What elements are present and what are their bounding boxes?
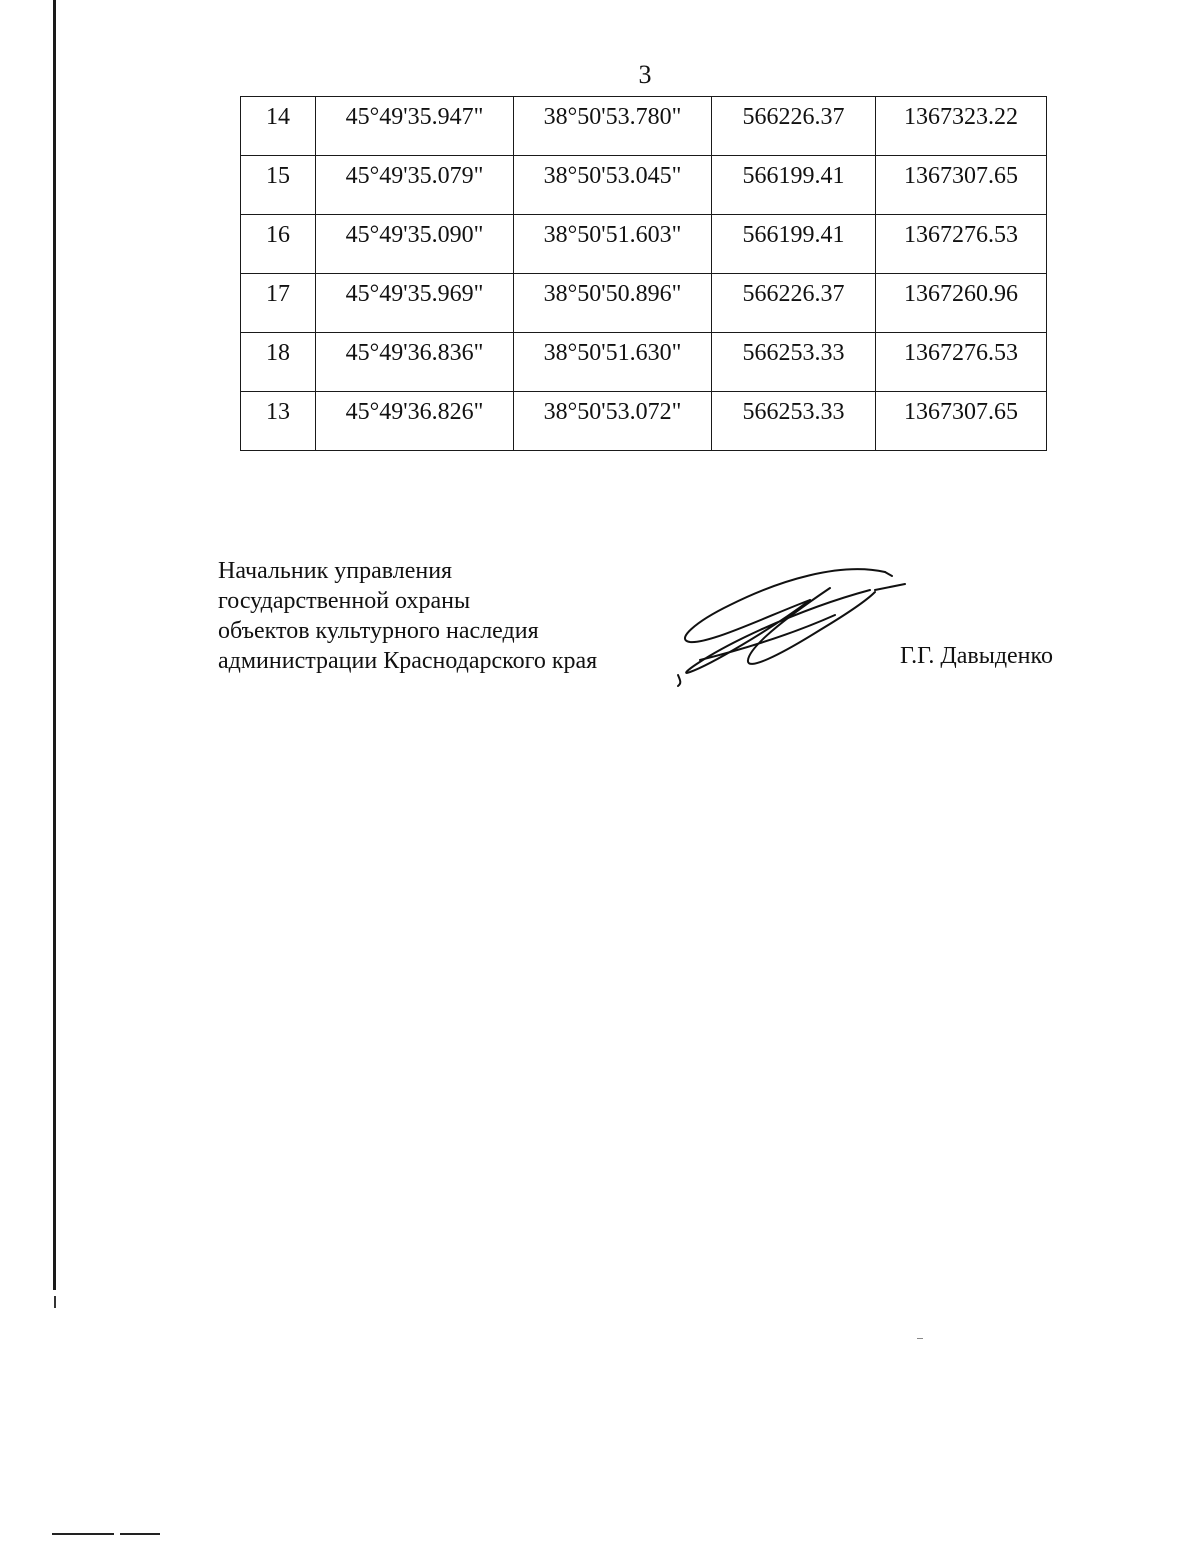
- table-cell: [514, 333, 712, 392]
- table-cell-text: 38°50'51.603": [543, 222, 682, 248]
- table-cell-text: 1367307.65: [904, 163, 1018, 189]
- table-cell-text: 38°50'53.072": [543, 399, 682, 425]
- table-row: [241, 215, 1047, 274]
- table-cell-text: 566253.33: [742, 399, 845, 425]
- table-cell: [514, 215, 712, 274]
- table-row: [241, 97, 1047, 156]
- table-cell: [876, 392, 1047, 451]
- table-cell: [876, 274, 1047, 333]
- table-cell-text: 1367276.53: [904, 222, 1018, 248]
- table-cell-text: 1367276.53: [904, 340, 1018, 366]
- table-cell-text: 16: [266, 222, 290, 248]
- scan-artifact-line: [52, 1533, 114, 1535]
- table-cell: [876, 215, 1047, 274]
- table-cell-text: 13: [266, 399, 290, 425]
- table-cell: [712, 333, 876, 392]
- table-cell-text: 45°49'36.826": [345, 399, 484, 425]
- table-cell-text: 38°50'53.045": [543, 163, 682, 189]
- table-cell-text: 45°49'35.079": [345, 163, 484, 189]
- table-row: [241, 392, 1047, 451]
- table-cell-text: 566226.37: [742, 281, 845, 307]
- table-cell-text: 17: [266, 281, 290, 307]
- table-cell-text: 1367323.22: [904, 104, 1018, 130]
- signatory-title: [218, 556, 597, 676]
- table-cell: [241, 215, 316, 274]
- table-cell: [876, 333, 1047, 392]
- handwritten-signature: [670, 560, 910, 690]
- table-cell: [316, 215, 514, 274]
- table-cell-text: 18: [266, 340, 290, 366]
- table-cell: [514, 97, 712, 156]
- table-cell: [316, 392, 514, 451]
- table-cell-text: 1367307.65: [904, 399, 1018, 425]
- table-cell: [316, 274, 514, 333]
- table-cell: [241, 156, 316, 215]
- table-cell-text: 566199.41: [742, 163, 845, 189]
- table-cell-text: 14: [266, 104, 290, 130]
- table-cell: [876, 156, 1047, 215]
- table-cell-text: 45°49'35.969": [345, 281, 484, 307]
- table-cell: [316, 156, 514, 215]
- table-cell: [316, 333, 514, 392]
- table-cell-text: 38°50'53.780": [543, 104, 682, 130]
- table-row: [241, 333, 1047, 392]
- scan-artifact-line: [120, 1533, 160, 1535]
- signatory-title-line: объектов культурного наследия: [218, 618, 539, 644]
- table-cell-text: 45°49'36.836": [345, 340, 484, 366]
- scan-artifact-dash: [54, 1296, 56, 1308]
- signatory-title-line: государственной охраны: [218, 588, 471, 614]
- table-cell-text: 38°50'50.896": [543, 281, 682, 307]
- table-cell-text: 566226.37: [742, 104, 845, 130]
- table-cell-text: 15: [266, 163, 290, 189]
- scan-border-left: [53, 0, 56, 1290]
- page-number: 3: [638, 60, 652, 89]
- table-cell: [712, 274, 876, 333]
- table-cell: [241, 97, 316, 156]
- coordinates-table: [240, 96, 1047, 451]
- table-cell: [876, 97, 1047, 156]
- signatory-title-line: Начальник управления: [218, 558, 453, 584]
- table-cell: [712, 215, 876, 274]
- table-cell-text: 566199.41: [742, 222, 845, 248]
- table-cell: [316, 97, 514, 156]
- scan-artifact-speck: [917, 1338, 923, 1339]
- table-cell: [241, 274, 316, 333]
- table-cell-text: 38°50'51.630": [543, 340, 682, 366]
- table-cell-text: 45°49'35.090": [345, 222, 484, 248]
- table-cell: [514, 274, 712, 333]
- table-row: [241, 156, 1047, 215]
- table-row: [241, 274, 1047, 333]
- table-cell: [712, 392, 876, 451]
- table-cell: [712, 156, 876, 215]
- table-cell: [241, 333, 316, 392]
- signer-name: Г.Г. Давыденко: [900, 643, 1053, 669]
- table-cell: [514, 392, 712, 451]
- table-cell-text: 45°49'35.947": [345, 104, 484, 130]
- table-cell-text: 1367260.96: [904, 281, 1018, 307]
- signatory-title-line: администрации Краснодарского края: [218, 648, 598, 674]
- table-cell-text: 566253.33: [742, 340, 845, 366]
- table-cell: [712, 97, 876, 156]
- table-cell: [241, 392, 316, 451]
- table-cell: [514, 156, 712, 215]
